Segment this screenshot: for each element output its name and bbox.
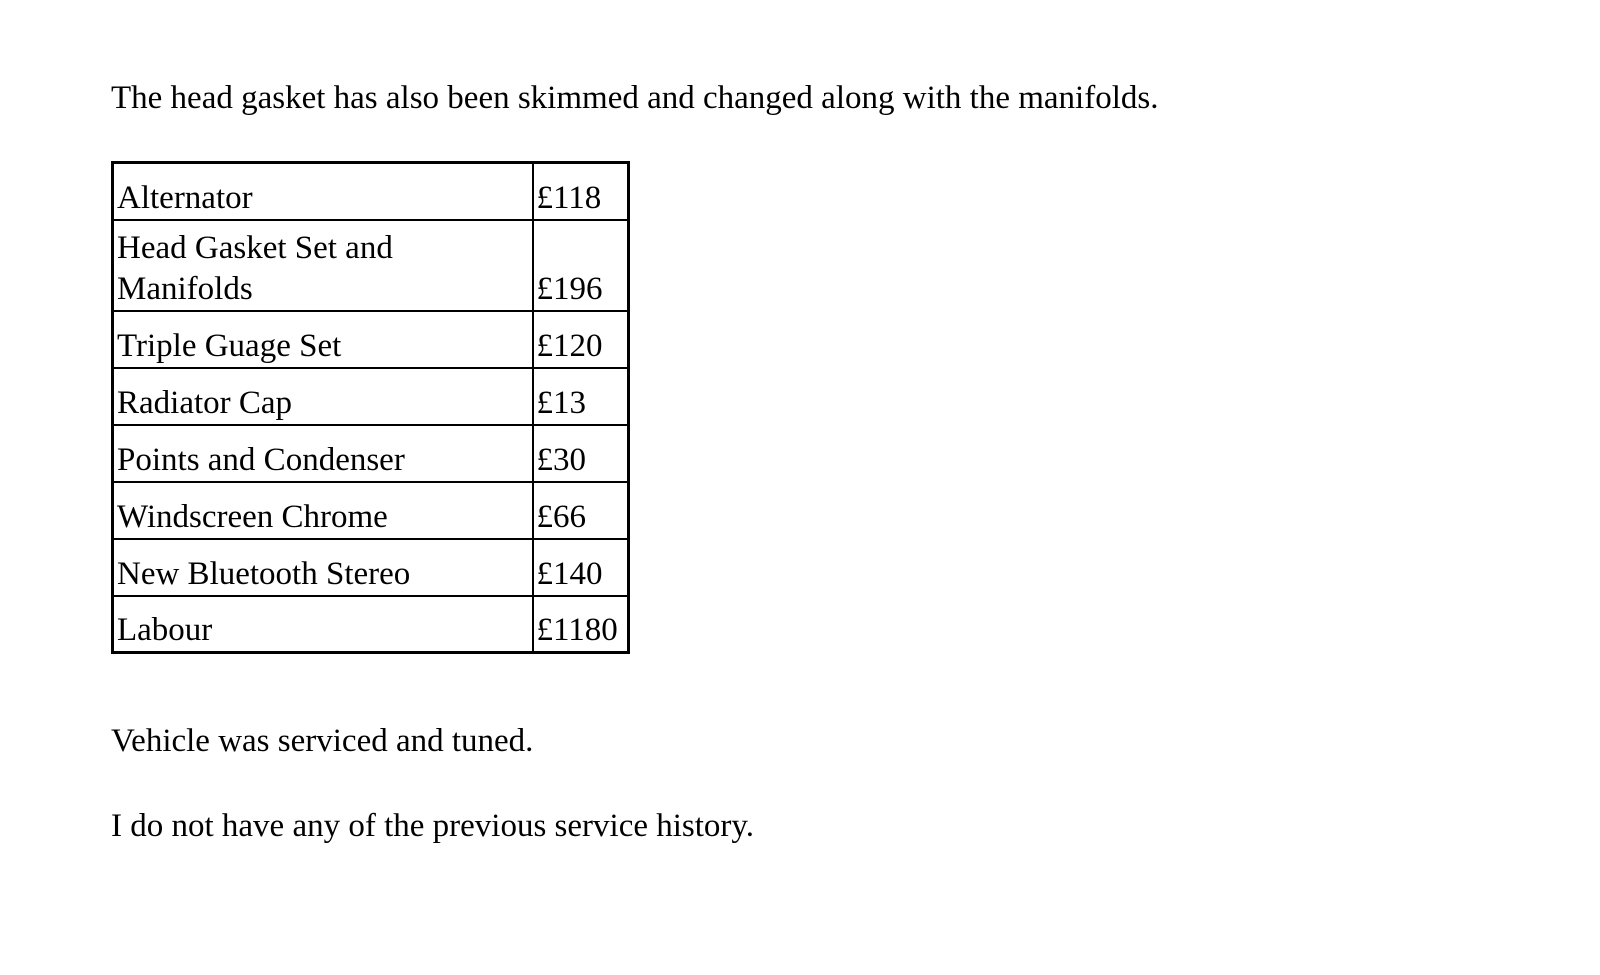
part-name-cell: Triple Guage Set bbox=[113, 311, 533, 368]
part-price-cell: £13 bbox=[533, 368, 629, 425]
part-price-cell: £66 bbox=[533, 482, 629, 539]
part-name-cell: Head Gasket Set and Manifolds bbox=[113, 220, 533, 311]
table-row bbox=[113, 482, 629, 539]
part-name-cell: Labour bbox=[113, 596, 533, 653]
parts-cost-table bbox=[111, 161, 630, 654]
table-row bbox=[113, 539, 629, 596]
part-name-cell: Radiator Cap bbox=[113, 368, 533, 425]
part-name-cell: Alternator bbox=[113, 163, 533, 220]
part-name-cell: Points and Condenser bbox=[113, 425, 533, 482]
part-price-cell: £196 bbox=[533, 220, 629, 311]
part-price-cell: £30 bbox=[533, 425, 629, 482]
part-name-cell: Windscreen Chrome bbox=[113, 482, 533, 539]
table-row bbox=[113, 163, 629, 220]
table-row bbox=[113, 596, 629, 653]
table-row bbox=[113, 311, 629, 368]
intro-paragraph: The head gasket has also been skimmed and changed along with the manifolds. bbox=[111, 80, 1159, 116]
table-row bbox=[113, 425, 629, 482]
part-price-cell: £120 bbox=[533, 311, 629, 368]
table-row bbox=[113, 220, 629, 311]
history-paragraph: I do not have any of the previous service history. bbox=[111, 808, 755, 844]
table-row bbox=[113, 368, 629, 425]
part-name-cell: New Bluetooth Stereo bbox=[113, 539, 533, 596]
part-price-cell: £1180 bbox=[533, 596, 629, 653]
serviced-paragraph: Vehicle was serviced and tuned. bbox=[111, 723, 534, 759]
part-price-cell: £140 bbox=[533, 539, 629, 596]
part-price-cell: £118 bbox=[533, 163, 629, 220]
